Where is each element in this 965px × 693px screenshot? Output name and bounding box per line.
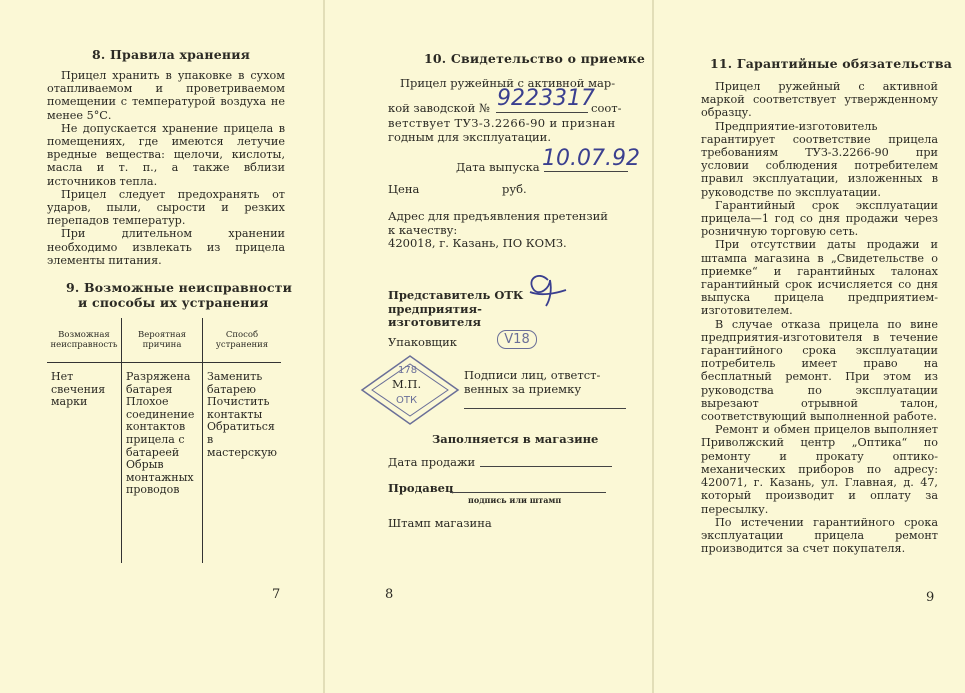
storage-para-3: Прицел следует предохранять от ударов, пыли, сырости и резких перепадов температур. <box>47 187 285 228</box>
serial-number-handwritten: 9223317 <box>497 86 595 111</box>
section-8-title: 8. Правила хранения <box>92 47 251 62</box>
release-date-handwritten: 10.07.92 <box>542 146 640 171</box>
troubleshooting-table <box>47 318 281 563</box>
storage-para-1: Прицел хранить в упаковке в сухом отапливаемом и проветриваемом помещении с температурой воздуха не менее 5°С. <box>47 69 285 122</box>
section-9-title-line1: 9. Возможные неисправности <box>66 280 293 295</box>
otk-stamp-text: ОТК <box>396 395 418 406</box>
cell-fault: Нет свечения марки <box>47 363 121 564</box>
acceptance-line-2b: соот- <box>591 101 622 115</box>
section-8-text <box>47 69 285 267</box>
otk-line-2: предприятия- <box>388 301 482 316</box>
warranty-para-6: Ремонт и обмен прицелов выполняет Приволжский центр „Оптика“ по ремонту и прокату оптико-механических приборов по адресу: 420071, г. Казань, ул. Главная, д. 47, который производит и оплату за пересылку. <box>701 423 938 516</box>
serial-underline <box>496 112 588 113</box>
acceptance-line-4: годным для эксплуатации. <box>388 130 552 144</box>
price-unit: руб. <box>502 182 527 196</box>
packer-label: Упаковщик <box>388 335 457 349</box>
header-fault: Возможная неисправность <box>47 318 121 363</box>
otk-line-3: изготовителя <box>388 315 481 329</box>
address-line-2: к качеству: <box>388 222 458 237</box>
storage-para-4: При длительном хранении необходимо извлекать из прицела элементы питания. <box>47 227 285 267</box>
section-11-title: 11. Гарантийные обязательства <box>710 56 953 71</box>
mp-label: М.П. <box>392 377 422 391</box>
otk-representative <box>388 289 523 330</box>
shop-heading: Заполняется в магазине <box>432 432 599 446</box>
address-line-1: Адрес для предъявления претензий <box>388 209 608 223</box>
warranty-text <box>701 80 938 555</box>
otk-signature <box>520 268 580 313</box>
release-date-label: Дата выпуска <box>456 160 540 174</box>
page-number: 7 <box>272 587 281 602</box>
address-line-3: 420018, г. Казань, ПО КОМЗ. <box>388 236 567 250</box>
signature-line <box>464 408 626 409</box>
otk-stamp-number: 178 <box>398 365 418 376</box>
warranty-para-4: При отсутствии даты продажи и штампа магазина в „Свидетельстве о приемке“ и гарантийных талонах гарантийный срок исчисляется со дня выпуска прицела предприятием-изготовителем. <box>701 238 938 318</box>
warranty-para-2: Предприятие-изготовитель гарантирует соответствие прицела требованиям ТУЗ-3.2266-90 при условии соблюдения потребителем правил эксплуатации, изложенных в руководстве по эксплуатации. <box>701 119 938 199</box>
acceptance-line-2a: кой заводской № <box>388 101 490 115</box>
storage-para-2: Не допускается хранение прицела в помещениях, где имеются летучие вредные вещества: щелочи, кислоты, масла и т. п., а также вблизи источников тепла. <box>47 121 285 188</box>
cell-remedies: Заменить батарею Почистить контакты Обратиться в мастерскую <box>207 370 278 459</box>
seller-caption: подпись или штамп <box>468 495 562 505</box>
sale-date-label: Дата продажи <box>388 455 476 469</box>
warranty-para-1: Прицел ружейный с активной маркой соответствует утвержденному образцу. <box>701 80 938 120</box>
signatures-line-2: венных за приемку <box>464 382 582 396</box>
section-9-title-line2: и способы их устранения <box>78 295 269 310</box>
warranty-para-5: В случае отказа прицела по вине предприятия-изготовителя в течение гарантийного срока эксплуатации потребитель имеет право на бесплатный ремонт. При этом из руководства по эксплуатации вырезают отрывной талон, соответствующий выполненной работе. <box>701 317 938 424</box>
sale-date-line <box>480 466 612 467</box>
warranty-para-7: По истечении гарантийного срока эксплуатации прицела ремонт производится за счет покупателя. <box>701 515 938 556</box>
page-7 <box>0 0 318 693</box>
warranty-para-3: Гарантийный срок эксплуатации прицела—1 год со дня продажи через розничную торговую сеть. <box>701 198 938 239</box>
signatures-line-1: Подписи лиц, ответст- <box>464 368 601 382</box>
header-cause: Вероятная причина <box>121 318 202 363</box>
section-10-title: 10. Свидетельство о приемке <box>424 51 646 66</box>
seller-label: Продавец <box>388 481 454 495</box>
page-8 <box>330 0 648 693</box>
acceptance-line-3: ветствует ТУЗ-3.2266-90 и признан <box>388 116 616 130</box>
fold-line-left <box>323 0 325 693</box>
otk-line-1: Представитель ОТК <box>388 288 524 302</box>
page-9 <box>656 0 961 693</box>
claims-address <box>388 210 608 251</box>
acceptance-line-1: Прицел ружейный с активной мар- <box>400 76 616 90</box>
fold-line-right <box>652 0 654 693</box>
seller-line <box>450 492 606 493</box>
page-number: 8 <box>385 587 394 602</box>
page-number: 9 <box>926 590 935 605</box>
packer-stamp: V18 <box>497 330 537 349</box>
price-label: Цена <box>388 182 420 196</box>
cell-causes: Разряжена батарея Плохое соединение контактов прицела с батареей Обрыв монтажных проводов <box>121 363 202 564</box>
release-date-underline <box>544 171 628 172</box>
header-remedy: Способ устранения <box>203 318 281 363</box>
shop-stamp-label: Штамп магазина <box>388 516 492 530</box>
